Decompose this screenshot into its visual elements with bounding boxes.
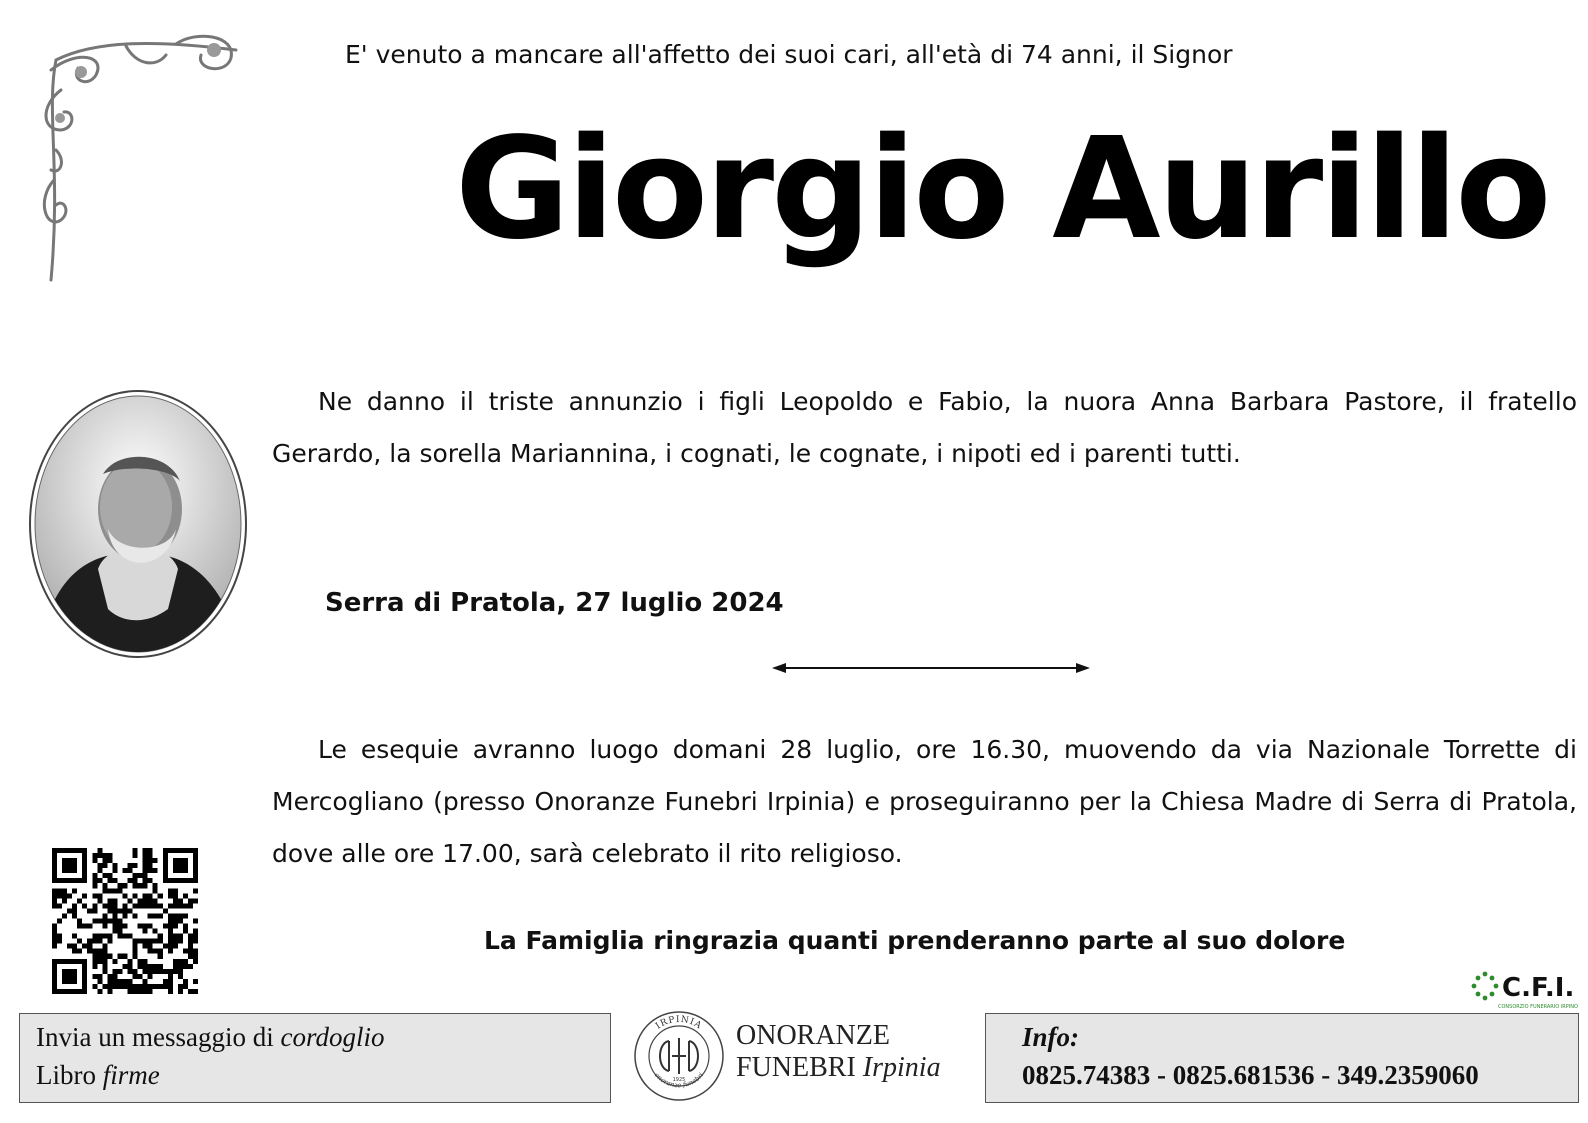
agency-name: ONORANZE FUNEBRI Irpinia	[736, 1020, 941, 1083]
ornament-flourish-icon	[36, 30, 246, 290]
intro-text: E' venuto a mancare all'affetto dei suoi cari, all'età di 74 anni, il Signor	[345, 40, 1233, 69]
deceased-name: Giorgio Aurillo	[455, 108, 1549, 271]
seal-year: 1925	[672, 1077, 686, 1083]
family-thanks: La Famiglia ringrazia quanti prenderanno parte al suo dolore	[484, 926, 1346, 955]
seal-bottom-text: onoranze funebri	[652, 1071, 706, 1090]
phone-numbers[interactable]: 0825.74383 - 0825.681536 - 349.2359060	[1022, 1060, 1479, 1090]
double-arrow-icon	[772, 660, 1090, 676]
cfi-logo-text: C.F.I.	[1502, 973, 1575, 1003]
oval-portrait	[28, 389, 248, 659]
funeral-details-text: Le esequie avranno luogo domani 28 luglio, ore 16.30, muovendo da via Nazionale Torrette di Mercogliano (presso Onoranze Funebri Irpinia) e proseguiranno per la Chiesa Madre di Serra di Pratola, dove alle ore 17.00, sarà celebrato il rito religioso.	[272, 735, 1577, 868]
seal-top-text: IRPINIA	[654, 1014, 704, 1032]
send-condolence-link[interactable]: Invia un messaggio di cordoglio	[36, 1022, 385, 1052]
info-label: Info:	[1022, 1022, 1080, 1052]
place-date: Serra di Pratola, 27 luglio 2024	[325, 588, 784, 618]
announcement-text: Ne danno il triste annunzio i figli Leopoldo e Fabio, la nuora Anna Barbara Pastore, il fratello Gerardo, la sorella Mariannina, i cognati, le cognate, i nipoti ed i parenti tutti.	[272, 387, 1577, 468]
guestbook-link[interactable]: Libro firme	[36, 1060, 160, 1090]
info-box	[985, 1013, 1579, 1103]
cfi-logo-subtext: CONSORZIO FUNERARIO IRPINO	[1498, 1004, 1578, 1010]
condolence-box[interactable]	[19, 1013, 611, 1103]
qr-code-icon[interactable]	[52, 848, 198, 994]
cfi-logo	[1468, 968, 1578, 1010]
agency-seal-logo	[631, 1008, 727, 1104]
